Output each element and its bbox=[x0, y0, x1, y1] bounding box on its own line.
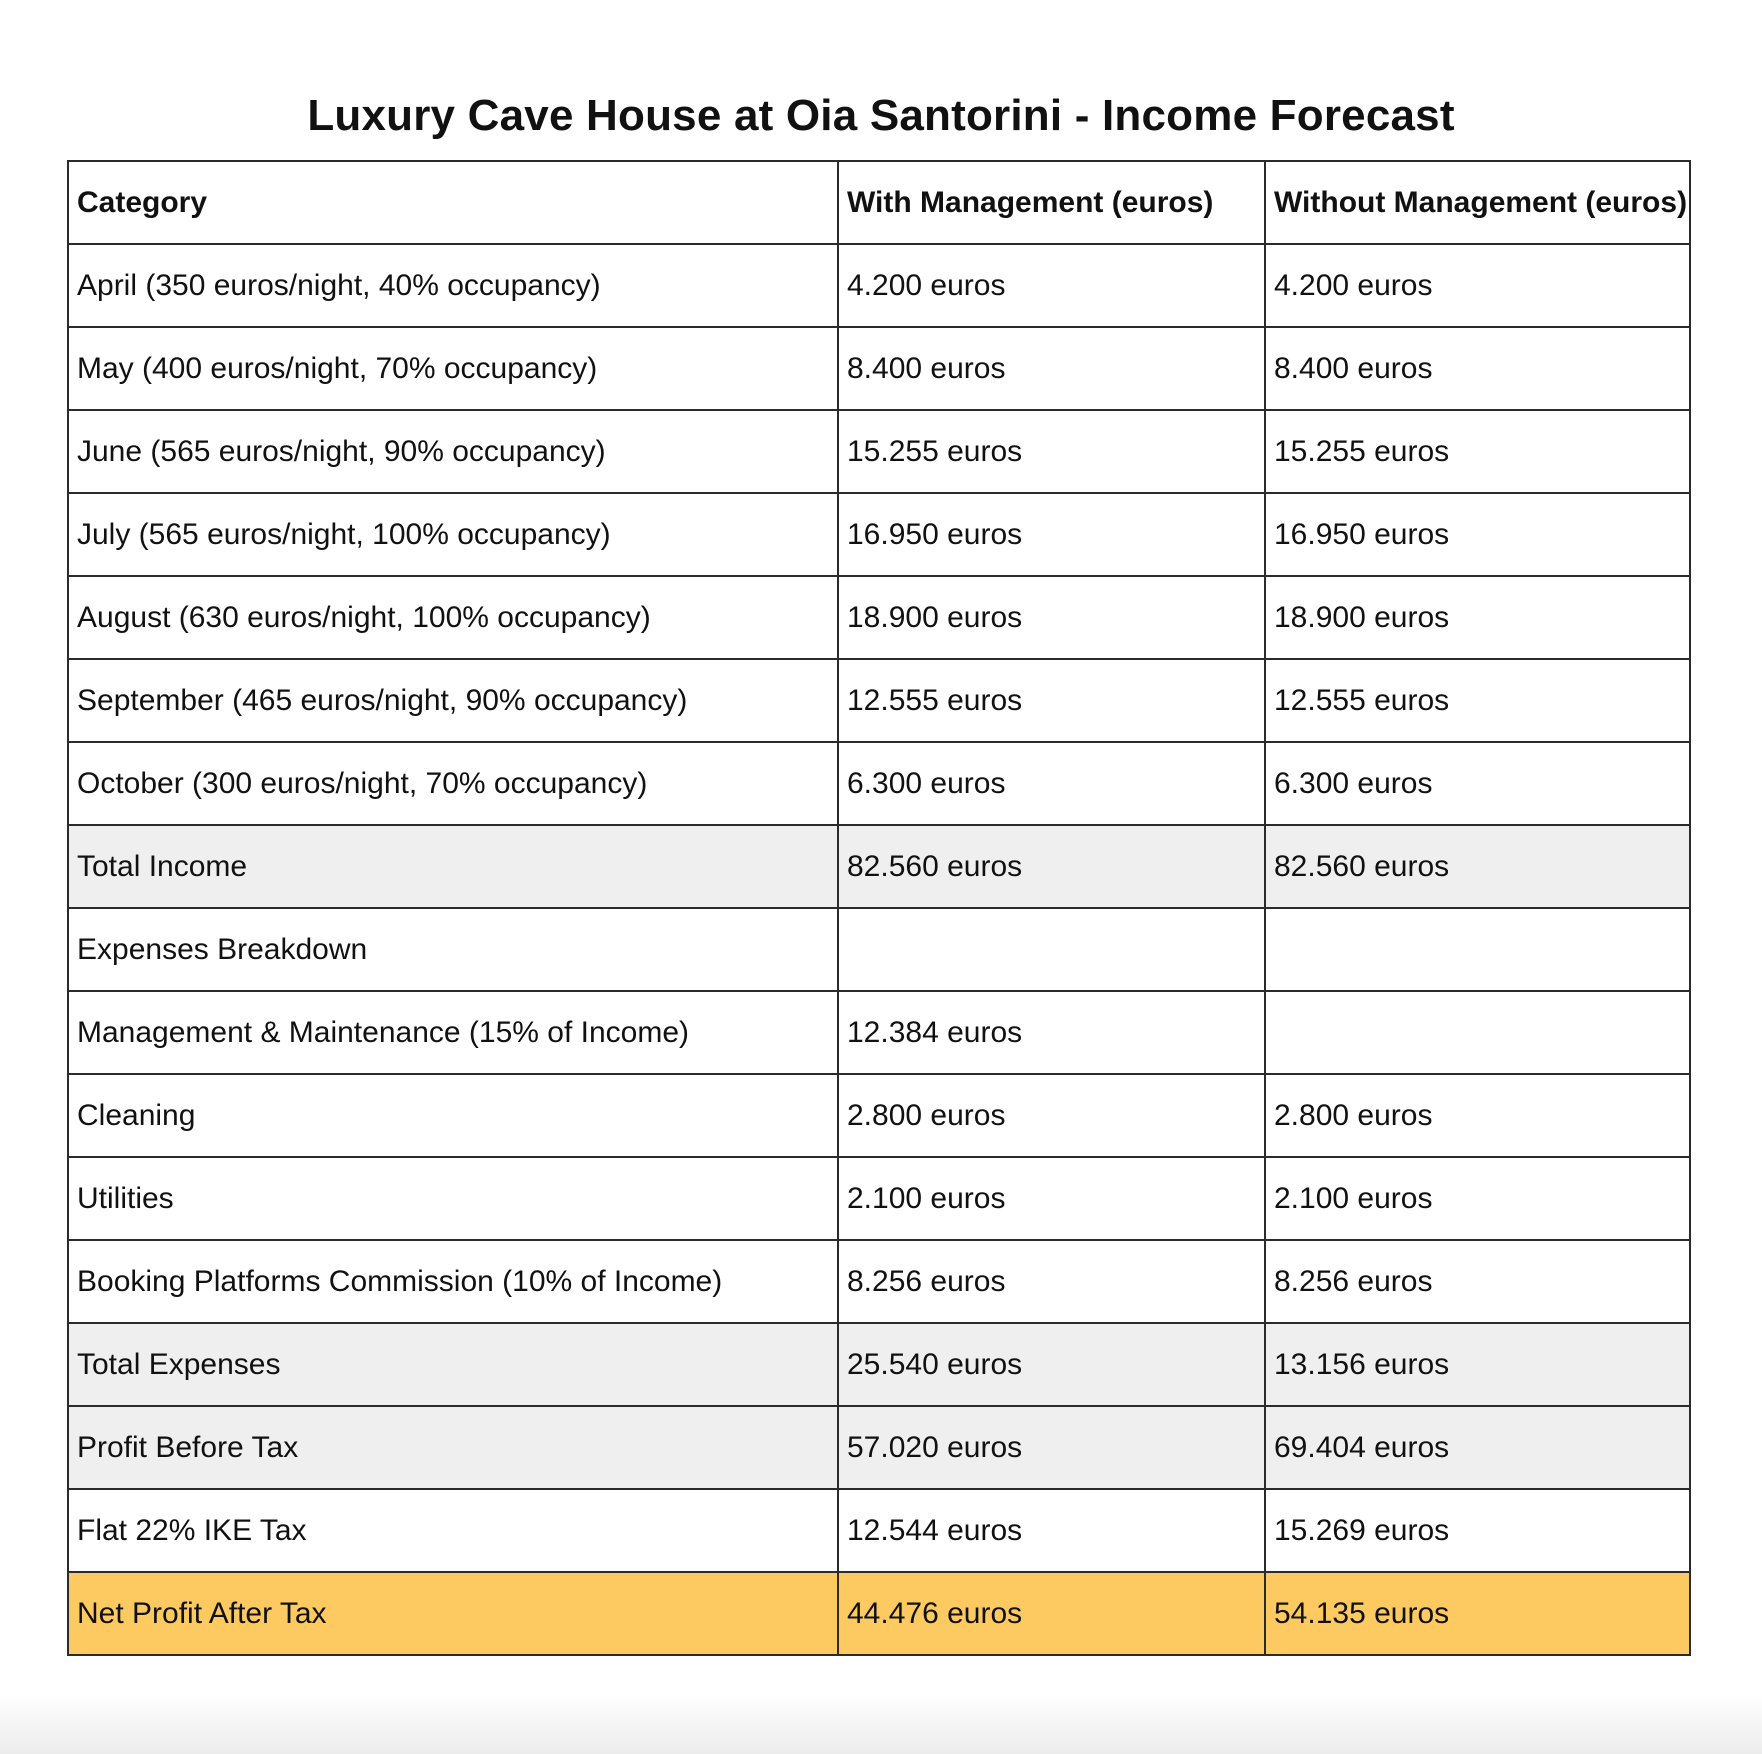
cell-with-management: 57.020 euros bbox=[838, 1406, 1265, 1489]
cell-without-management: 8.256 euros bbox=[1265, 1240, 1690, 1323]
cell-category: Management & Maintenance (15% of Income) bbox=[68, 991, 838, 1074]
table-row bbox=[68, 1406, 1690, 1489]
cell-without-management: 13.156 euros bbox=[1265, 1323, 1690, 1406]
cell-with-management: 2.800 euros bbox=[838, 1074, 1265, 1157]
table-row bbox=[68, 327, 1690, 410]
cell-category: Net Profit After Tax bbox=[68, 1572, 838, 1655]
cell-with-management: 12.555 euros bbox=[838, 659, 1265, 742]
cell-without-management bbox=[1265, 908, 1690, 991]
cell-without-management: 16.950 euros bbox=[1265, 493, 1690, 576]
cell-with-management: 25.540 euros bbox=[838, 1323, 1265, 1406]
cell-category: Utilities bbox=[68, 1157, 838, 1240]
cell-category: Total Income bbox=[68, 825, 838, 908]
table-row bbox=[68, 493, 1690, 576]
cell-category: Flat 22% IKE Tax bbox=[68, 1489, 838, 1572]
cell-without-management: 82.560 euros bbox=[1265, 825, 1690, 908]
cell-without-management: 15.269 euros bbox=[1265, 1489, 1690, 1572]
cell-category: June (565 euros/night, 90% occupancy) bbox=[68, 410, 838, 493]
cell-category: August (630 euros/night, 100% occupancy) bbox=[68, 576, 838, 659]
cell-with-management: 2.100 euros bbox=[838, 1157, 1265, 1240]
cell-category: October (300 euros/night, 70% occupancy) bbox=[68, 742, 838, 825]
table-row bbox=[68, 244, 1690, 327]
cell-category: May (400 euros/night, 70% occupancy) bbox=[68, 327, 838, 410]
cell-category: Booking Platforms Commission (10% of Income) bbox=[68, 1240, 838, 1323]
table-row bbox=[68, 1572, 1690, 1655]
cell-without-management: 2.100 euros bbox=[1265, 1157, 1690, 1240]
table-row bbox=[68, 991, 1690, 1074]
table-row bbox=[68, 659, 1690, 742]
cell-category: Profit Before Tax bbox=[68, 1406, 838, 1489]
cell-without-management: 18.900 euros bbox=[1265, 576, 1690, 659]
cell-with-management: 8.256 euros bbox=[838, 1240, 1265, 1323]
cell-category: Cleaning bbox=[68, 1074, 838, 1157]
cell-without-management bbox=[1265, 991, 1690, 1074]
cell-with-management: 44.476 euros bbox=[838, 1572, 1265, 1655]
column-header-with-management: With Management (euros) bbox=[838, 161, 1265, 244]
cell-without-management: 8.400 euros bbox=[1265, 327, 1690, 410]
cell-with-management: 8.400 euros bbox=[838, 327, 1265, 410]
cell-without-management: 6.300 euros bbox=[1265, 742, 1690, 825]
cell-without-management: 69.404 euros bbox=[1265, 1406, 1690, 1489]
cell-category: July (565 euros/night, 100% occupancy) bbox=[68, 493, 838, 576]
cell-with-management: 12.544 euros bbox=[838, 1489, 1265, 1572]
cell-without-management: 4.200 euros bbox=[1265, 244, 1690, 327]
table-row bbox=[68, 1323, 1690, 1406]
cell-category: Total Expenses bbox=[68, 1323, 838, 1406]
cell-with-management: 18.900 euros bbox=[838, 576, 1265, 659]
cell-category: April (350 euros/night, 40% occupancy) bbox=[68, 244, 838, 327]
table-row bbox=[68, 742, 1690, 825]
cell-category: Expenses Breakdown bbox=[68, 908, 838, 991]
cell-with-management: 12.384 euros bbox=[838, 991, 1265, 1074]
cell-with-management: 6.300 euros bbox=[838, 742, 1265, 825]
column-header-category: Category bbox=[68, 161, 838, 244]
cell-without-management: 15.255 euros bbox=[1265, 410, 1690, 493]
income-forecast-table bbox=[67, 160, 1691, 1656]
cell-with-management bbox=[838, 908, 1265, 991]
bottom-shadow bbox=[0, 1694, 1762, 1754]
table-row bbox=[68, 576, 1690, 659]
table-body bbox=[68, 244, 1690, 1655]
cell-category: September (465 euros/night, 90% occupancy) bbox=[68, 659, 838, 742]
cell-without-management: 2.800 euros bbox=[1265, 1074, 1690, 1157]
column-header-without-management: Without Management (euros) bbox=[1265, 161, 1690, 244]
cell-with-management: 82.560 euros bbox=[838, 825, 1265, 908]
cell-with-management: 16.950 euros bbox=[838, 493, 1265, 576]
cell-with-management: 15.255 euros bbox=[838, 410, 1265, 493]
table-row bbox=[68, 1157, 1690, 1240]
table-row bbox=[68, 1489, 1690, 1572]
table-row bbox=[68, 825, 1690, 908]
table-row bbox=[68, 1074, 1690, 1157]
page-title: Luxury Cave House at Oia Santorini - Income Forecast bbox=[307, 91, 1455, 140]
table-row bbox=[68, 908, 1690, 991]
cell-without-management: 54.135 euros bbox=[1265, 1572, 1690, 1655]
cell-without-management: 12.555 euros bbox=[1265, 659, 1690, 742]
table-header-row bbox=[68, 161, 1690, 244]
table-row bbox=[68, 410, 1690, 493]
cell-with-management: 4.200 euros bbox=[838, 244, 1265, 327]
table-row bbox=[68, 1240, 1690, 1323]
